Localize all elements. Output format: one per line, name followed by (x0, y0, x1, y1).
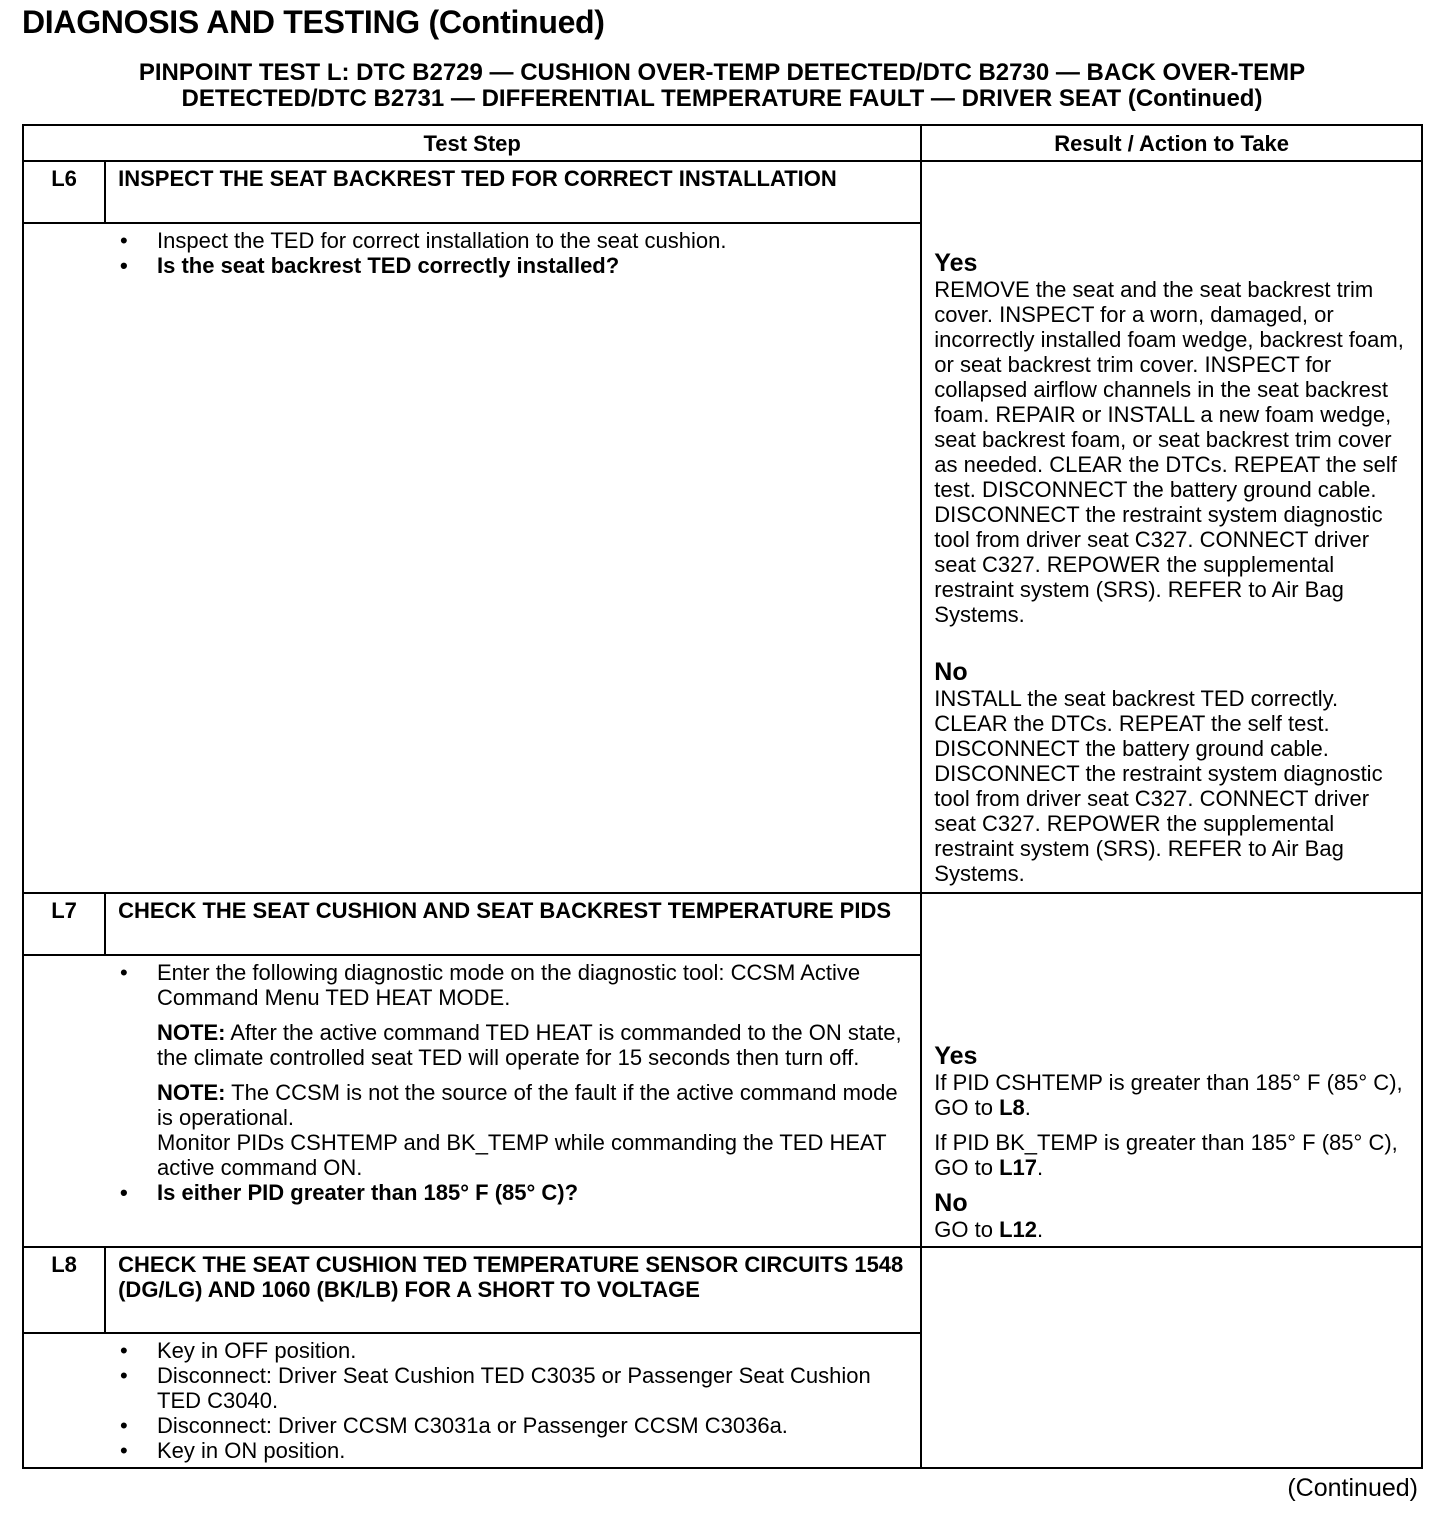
list-item: • Enter the following diagnostic mode on the diagnostic tool: CCSM Active Command Menu TED HEAT MODE. (24, 960, 910, 1010)
result-yes-line-2: If PID BK_TEMP is greater than 185° F (85° C), GO to L17. (934, 1130, 1398, 1180)
step-title-l6: INSPECT THE SEAT BACKREST TED FOR CORRECT INSTALLATION (105, 161, 921, 223)
result-cell-l8 (921, 1247, 1422, 1468)
note-2: NOTE: The CCSM is not the source of the fault if the active command mode is operational. (157, 1080, 898, 1130)
result-no-label: No (934, 1189, 968, 1217)
step-body-l6 (23, 223, 921, 893)
list-item: • Disconnect: Driver CCSM C3031a or Passenger CCSM C3036a. (24, 1413, 910, 1438)
list-item: • Inspect the TED for correct installation to the seat cushion. (24, 228, 910, 253)
table-header-row (23, 125, 1422, 161)
step-l6-title-row (23, 161, 1422, 223)
monitor-instruction: Monitor PIDs CSHTEMP and BK_TEMP while commanding the TED HEAT active command ON. (157, 1130, 887, 1180)
step-l8-title-row (23, 1247, 1422, 1333)
step-number-l7: L7 (23, 893, 105, 955)
result-cell-l6 (921, 161, 1422, 893)
result-yes-label: Yes (934, 1042, 978, 1070)
title-line-1: PINPOINT TEST L: DTC B2729 — CUSHION OVER-TEMP DETECTED/DTC B2730 — BACK OVER-TEMP (138, 59, 1306, 86)
header-result: Result / Action to Take (921, 125, 1422, 161)
step-l7-title-row (23, 893, 1422, 955)
pinpoint-test-title (22, 60, 1422, 112)
step-title-l8: CHECK THE SEAT CUSHION TED TEMPERATURE SENSOR CIRCUITS 1548 (DG/LG) AND 1060 (BK/LB) FOR A SHORT TO VOLTAGE (105, 1247, 921, 1333)
step-title-l7: CHECK THE SEAT CUSHION AND SEAT BACKREST TEMPERATURE PIDS (105, 893, 921, 955)
result-yes-label: Yes (934, 249, 978, 277)
title-line-2: DETECTED/DTC B2731 — DIFFERENTIAL TEMPERATURE FAULT — DRIVER SEAT (Continued) (181, 85, 1263, 112)
list-item: • Is either PID greater than 185° F (85° C)? (24, 1180, 910, 1205)
list-item: • Is the seat backrest TED correctly installed? (24, 253, 910, 278)
header-test-step: Test Step (23, 125, 921, 161)
result-yes-text: REMOVE the seat and the seat backrest trim cover. INSPECT for a worn, damaged, or incorrectly installed foam wedge, backrest foam, or seat backrest trim cover. INSPECT for collapsed airflow channels in the seat backrest foam. REPAIR or INSTALL a new foam wedge, seat backrest foam, or seat backrest trim cover as needed. CLEAR the DTCs. REPEAT the self test. DISCONNECT the battery ground cable. DISCONNECT the restraint system diagnostic tool from driver seat C327. CONNECT driver seat C327. REPOWER the supplemental restraint system (SRS). REFER to Air Bag Systems. (934, 277, 1404, 627)
result-no-text: GO to L12. (934, 1217, 1044, 1242)
list-item: • Key in OFF position. (24, 1338, 910, 1363)
continued-label: (Continued) (1287, 1474, 1418, 1502)
result-yes-line-1: If PID CSHTEMP is greater than 185° F (85° C), GO to L8. (934, 1070, 1403, 1120)
step-body-l7 (23, 955, 921, 1247)
step-number-l6: L6 (23, 161, 105, 223)
step-body-l8 (23, 1333, 921, 1468)
step-number-l8: L8 (23, 1247, 105, 1333)
page-heading: DIAGNOSIS AND TESTING (Continued) (22, 4, 605, 40)
result-cell-l7 (921, 893, 1422, 1247)
result-no-text: INSTALL the seat backrest TED correctly. CLEAR the DTCs. REPEAT the self test. DISCONNECT the battery ground cable. DISCONNECT the restraint system diagnostic tool from driver seat C327. CONNECT driver seat C327. REPOWER the supplemental restraint system (SRS). REFER to Air Bag Systems. (934, 686, 1383, 886)
result-no-label: No (934, 658, 968, 686)
list-item: • Disconnect: Driver Seat Cushion TED C3035 or Passenger Seat Cushion TED C3040. (24, 1363, 910, 1413)
pinpoint-test-table (22, 124, 1423, 1469)
note-1: NOTE: After the active command TED HEAT is commanded to the ON state, the climate controlled seat TED will operate for 15 seconds then turn off. (157, 1020, 902, 1070)
list-item: • Key in ON position. (24, 1438, 910, 1463)
